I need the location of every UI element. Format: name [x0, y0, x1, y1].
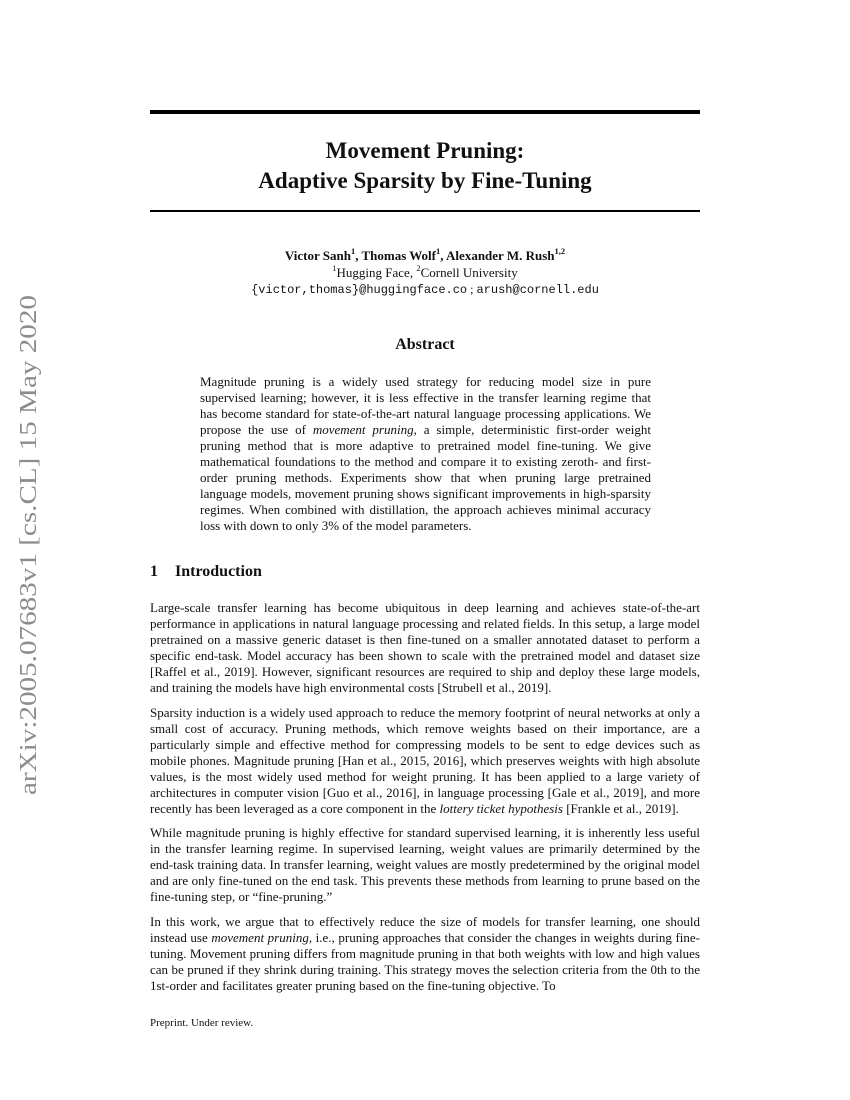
- abstract-heading: Abstract: [395, 336, 455, 353]
- email-separator: ;: [467, 282, 477, 296]
- author-name: Alexander M. Rush: [446, 248, 555, 263]
- arxiv-stamp: [6, 290, 46, 800]
- abstract-emphasis: movement pruning: [312, 422, 414, 437]
- authors-block: [150, 247, 700, 299]
- introduction-body: [150, 600, 700, 1002]
- paragraph: [150, 914, 700, 994]
- title-top-rule: [150, 110, 700, 114]
- abstract-body: [200, 374, 651, 534]
- author-affil-mark: 1: [350, 245, 356, 256]
- paragraph-emphasis: lottery ticket hypothesis: [439, 800, 563, 816]
- title-bottom-rule: [150, 210, 700, 212]
- author-names: [150, 247, 700, 264]
- affiliations: [150, 264, 700, 281]
- author-separator: ,: [440, 248, 447, 263]
- author-name: Victor Sanh: [284, 248, 351, 263]
- abstract-text: Magnitude pruning is a widely used strategy for reducing model size in pure supervised learning; however, it is less effective in the transfer learning regime that has become standard for state-of-the-art natural language processing applications. We propose the use of: [200, 374, 651, 437]
- author-affil-mark: 1: [436, 245, 441, 256]
- paragraph-text: In this work, we argue that to effectively reduce the size of models for transfer learning, one should instead use: [150, 913, 700, 945]
- paper-title: [150, 136, 700, 196]
- paragraph-text: [Frankle et al., 2019].: [562, 800, 679, 816]
- section-number: 1: [150, 563, 158, 580]
- affil-mark: 2: [416, 262, 421, 273]
- paragraph: While magnitude pruning is highly effective for standard supervised learning, it is inherently less useful in the transfer learning regime. In supervised learning, weight values are primarily determined by the end-task training data. In transfer learning, weight values are mostly predetermined by the original model and are only fine-tuned on the end task. This prevents these methods from learning to prune based on the fine-tuning step, or “fine-pruning.”: [150, 825, 700, 904]
- affiliation: Cornell University: [420, 265, 518, 280]
- affiliation: Hugging Face,: [336, 265, 417, 280]
- affil-mark: 1: [332, 262, 337, 273]
- author-name: Thomas Wolf: [361, 248, 436, 263]
- section-heading-introduction: [150, 563, 262, 581]
- page-footer: Preprint. Under review.: [150, 1017, 254, 1029]
- abstract-text: , a simple, deterministic first-order weight pruning method that is more adaptive to pretrained model fine-tuning. We give mathematical foundations to the method and compare it to existing zeroth- and first-order pruning methods. Experiments show that when pruning large pretrained language models, movement pruning shows significant improvements in high-sparsity regimes. When combined with distillation, the approach achieves minimal accuracy loss with down to only 3% of the model parameters.: [200, 422, 651, 533]
- arxiv-stamp-text: arXiv:2005.07683v1 [cs.CL] 15 May 2020: [16, 383, 42, 795]
- paragraph-emphasis: movement pruning: [211, 929, 309, 945]
- author-emails: [150, 281, 700, 299]
- title-line-1: Movement Pruning:: [325, 138, 525, 163]
- paragraph: [150, 705, 700, 817]
- title-line-2: Adaptive Sparsity by Fine-Tuning: [258, 168, 592, 193]
- email-link[interactable]: arush@cornell.edu: [476, 283, 599, 297]
- paragraph-text: , i.e., pruning approaches that consider the changes in weights during fine-tuning. Movement pruning differs from magnitude pruning in that both weights with low and high values can be pruned if they shrink during training. This strategy moves the selection criteria from the 0th to the 1st-order and facilitates greater pruning based on the fine-tuning objective. To: [150, 929, 701, 993]
- author-affil-mark: 1,2: [554, 245, 566, 256]
- paragraph: Large-scale transfer learning has become ubiquitous in deep learning and achieves state-of-the-art performance in applications in natural language processing and related fields. In this setup, a large model pretrained on a massive generic dataset is then fine-tuned on a smaller annotated dataset to perform a specific end-task. Model accuracy has been shown to scale with the pretrained model and dataset size [Raffel et al., 2019]. However, significant resources are required to ship and deploy these large models, and training the models have high environmental costs [Strubell et al., 2019].: [150, 600, 700, 695]
- author-separator: ,: [355, 248, 362, 263]
- email-link[interactable]: {victor,thomas}@huggingface.co: [251, 283, 468, 297]
- paragraph-text: Sparsity induction is a widely used approach to reduce the memory footprint of neural networks at only a small cost of accuracy. Pruning methods, which remove weights based on their importance, are a particularly simple and effective method for compressing models to be sent to edge devices such as mobile phones. Magnitude pruning [Han et al., 2015, 2016], which preserves weights with high absolute values, is the most widely used method for weight pruning. It has been applied to a large variety of architectures in computer vision [Guo et al., 2016], in language processing [Gale et al., 2019], and more recently has been leveraged as a core component in the: [150, 704, 700, 816]
- section-title: Introduction: [175, 563, 262, 580]
